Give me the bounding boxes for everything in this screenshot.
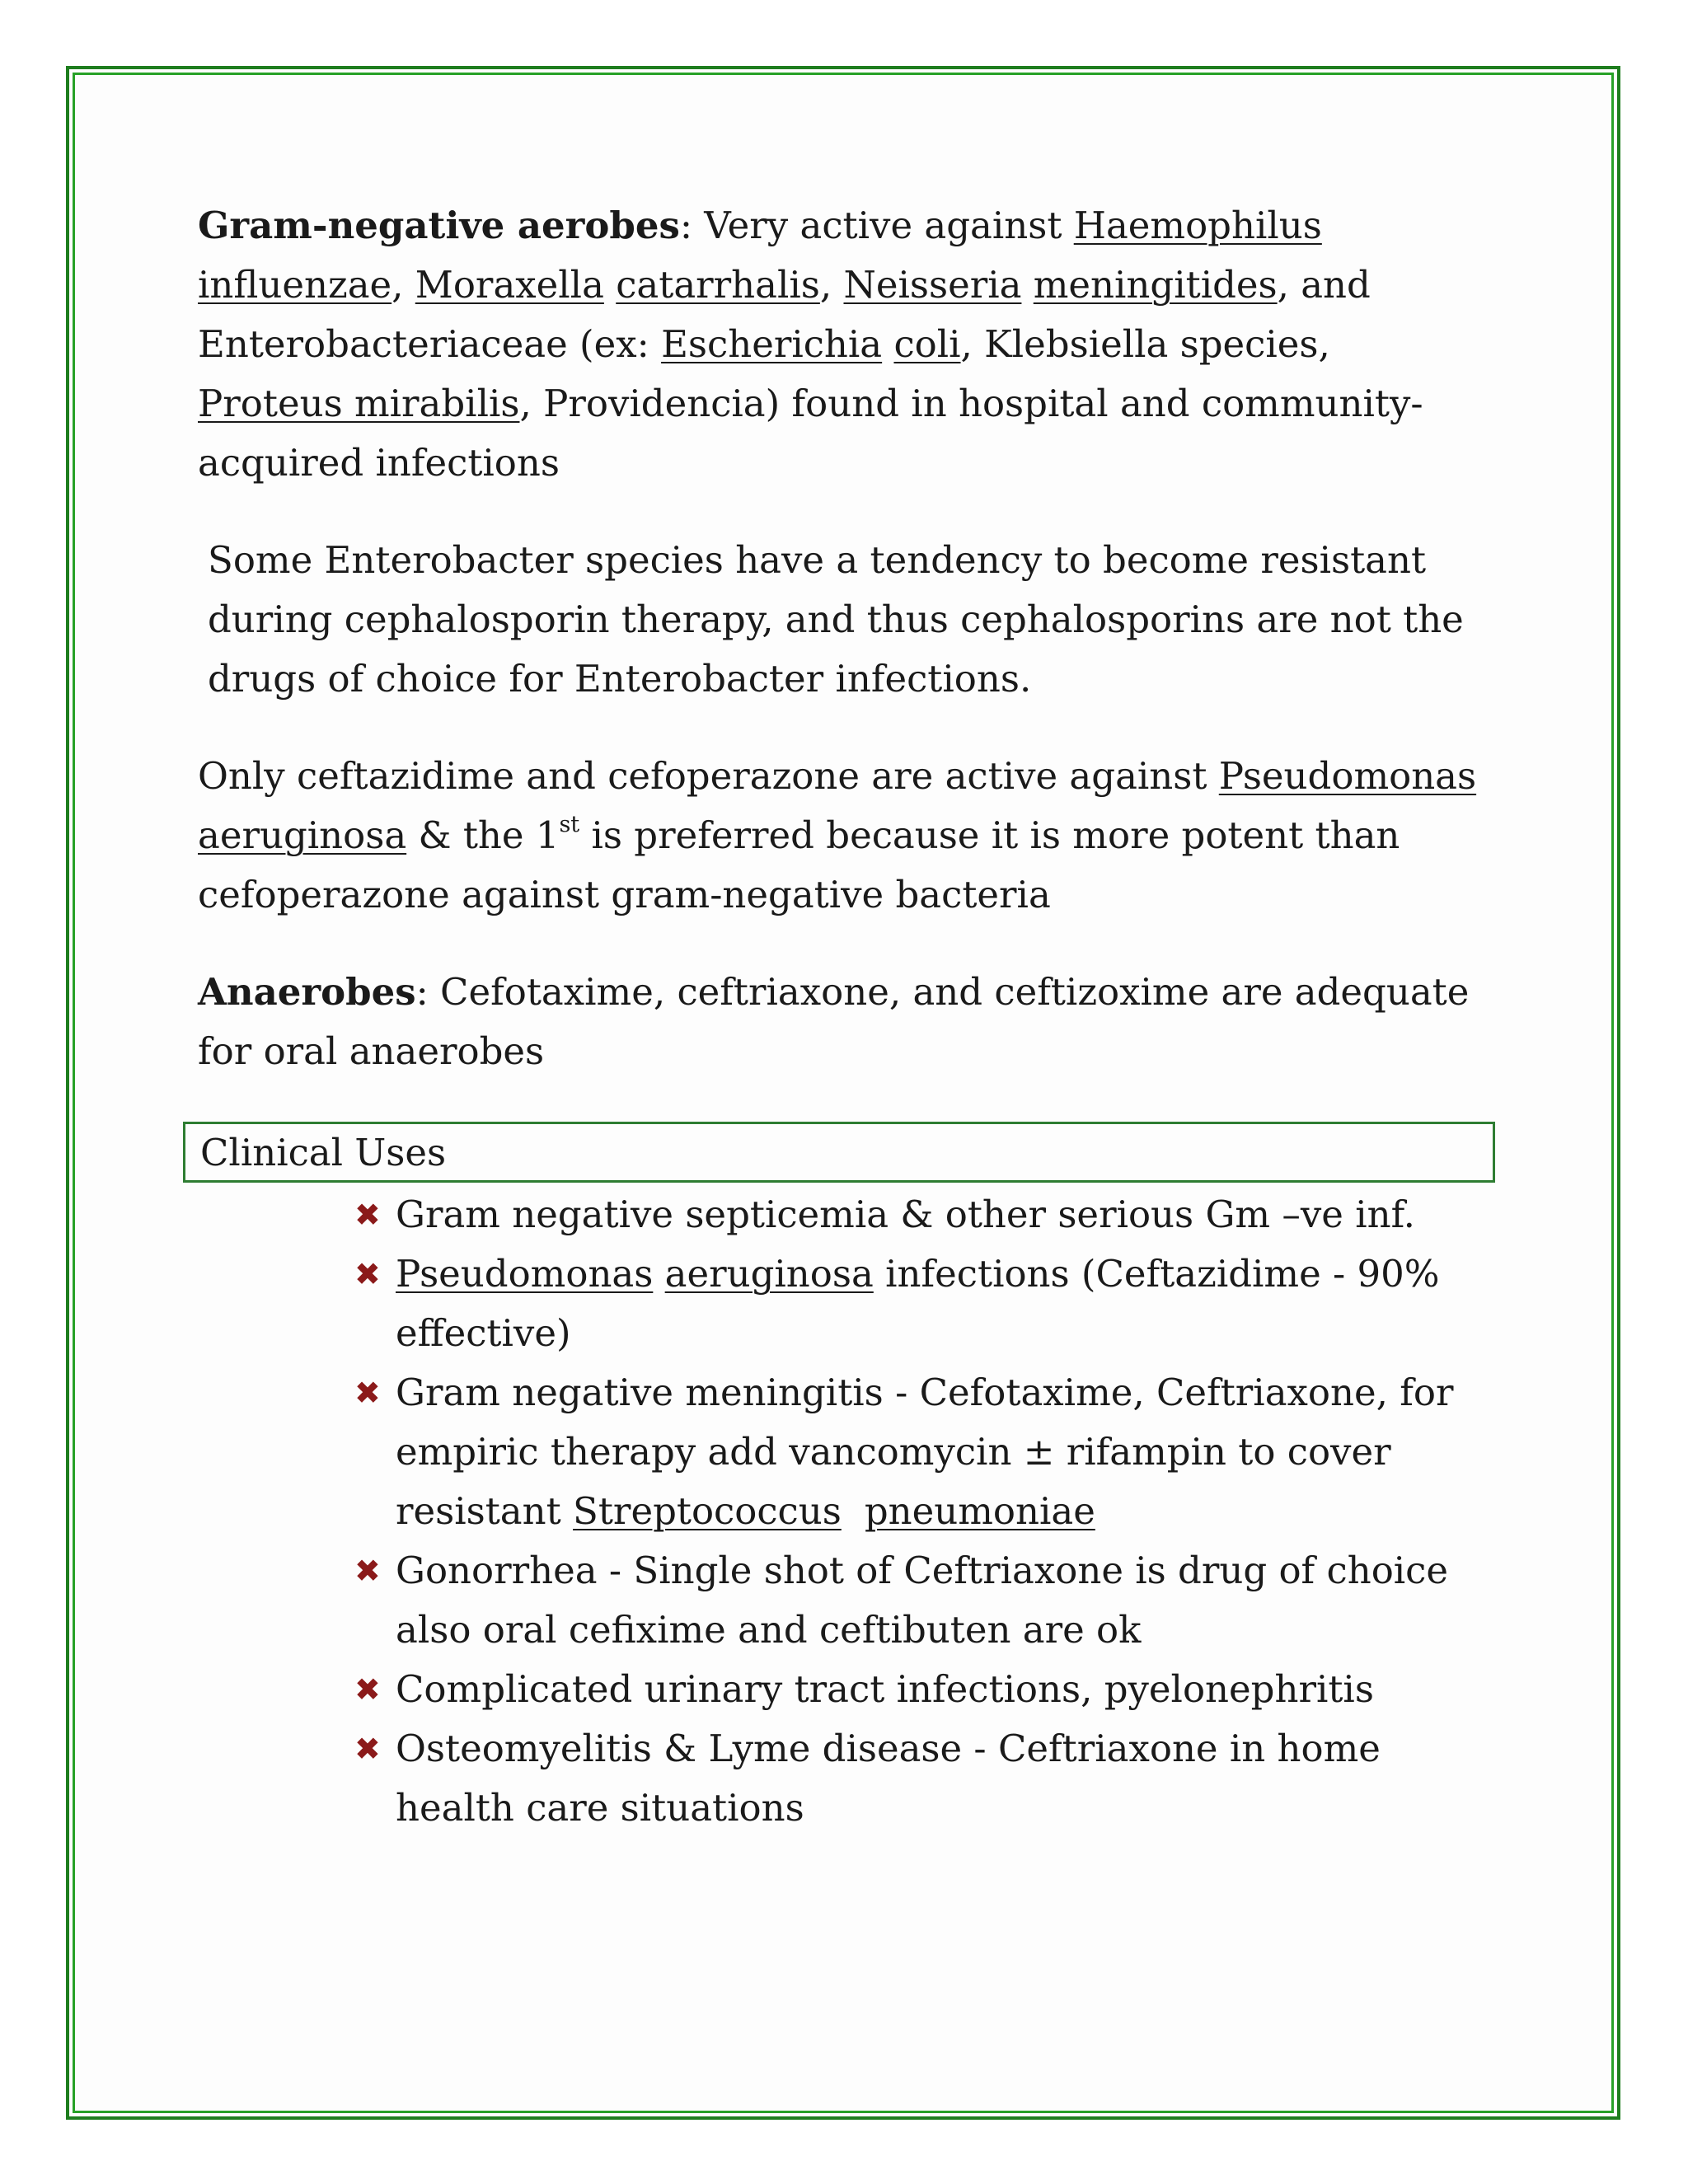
list-item-text: infections (Ceftazidime - 90% effective) [396, 1252, 1440, 1355]
list-item-text: Gram negative meningitis - Cefotaxime, Ceftriaxone, for empiric therapy add vancomycin ± rifampin to cover resistant [396, 1371, 1454, 1533]
text-fragment: & the 1 [406, 813, 560, 857]
organism-catarrhalis: catarrhalis [616, 263, 820, 307]
paragraph-enterobacter: Some Enterobacter species have a tendency to become resistant during cephalosporin therapy, and thus cephalosporins are not the drugs of choice for Enterobacter infections. [208, 538, 1464, 701]
clinical-uses-list [354, 1185, 1492, 1838]
list-item [354, 1541, 1492, 1660]
text-fragment: , and Enterobacteriaceae (ex: [198, 263, 1371, 366]
text-fragment: : Cefotaxime, ceftriaxone, and ceftizoxime are adequate for oral anaerobes [198, 970, 1470, 1073]
clinical-uses-box [183, 1122, 1495, 1183]
organism-aeruginosa: aeruginosa [664, 1252, 874, 1296]
list-item-text: Gram negative septicemia & other serious Gm –ve inf. [396, 1193, 1415, 1236]
text-fragment: : Very active against [679, 204, 1074, 247]
organism-pseudomonas: Pseudomonas [396, 1252, 654, 1296]
list-item-text: Gonorrhea - Single shot of Ceftriaxone is drug of choice also oral cefixime and ceftibuten are ok [396, 1549, 1449, 1652]
text-fragment [882, 322, 893, 366]
organism-coli: coli [893, 322, 961, 366]
paragraph-gram-negative [198, 196, 1484, 493]
clinical-uses-title: Clinical Uses [200, 1131, 447, 1174]
paragraph-anaerobes [198, 963, 1484, 1081]
list-item [354, 1185, 1492, 1244]
paragraph-pseudomonas [198, 747, 1484, 925]
heading-gram-negative: Gram-negative aerobes [198, 204, 680, 247]
organism-escherichia: Escherichia [661, 322, 883, 366]
superscript-st: st [559, 812, 580, 837]
organism-meningitides: meningitides [1033, 263, 1278, 307]
text-fragment: , Providencia) found in hospital and community-acquired infections [198, 382, 1423, 485]
x-mark-icon: ✖ [354, 1256, 381, 1292]
text-fragment: , [819, 263, 844, 307]
list-item [354, 1660, 1492, 1719]
x-mark-icon: ✖ [354, 1553, 381, 1589]
list-item [354, 1363, 1492, 1541]
text-fragment [604, 263, 616, 307]
text-fragment: Only ceftazidime and cefoperazone are active against [198, 754, 1219, 798]
organism-streptococcus: Streptococcus [573, 1489, 842, 1533]
organism-haemophilus: Haemophilus influenzae [198, 204, 1322, 307]
list-item [354, 1244, 1492, 1363]
organism-moraxella: Moraxella [415, 263, 604, 307]
list-item [354, 1719, 1492, 1838]
organism-neisseria: Neisseria [843, 263, 1022, 307]
text-fragment: , Klebsiella species, [960, 322, 1330, 366]
text-fragment: is preferred because it is more potent than cefoperazone against gram-negative bacteria [198, 813, 1400, 916]
organism-pseudomonas-aeruginosa: Pseudomonas aeruginosa [198, 754, 1477, 857]
organism-proteus-mirabilis: Proteus mirabilis [198, 382, 520, 425]
heading-anaerobes: Anaerobes [198, 970, 416, 1014]
x-mark-icon: ✖ [354, 1375, 381, 1411]
text-fragment: , [392, 263, 415, 307]
organism-pneumoniae: pneumoniae [864, 1489, 1095, 1533]
list-item-text: Osteomyelitis & Lyme disease - Ceftriaxone in home health care situations [396, 1727, 1381, 1830]
list-item-text: Complicated urinary tract infections, pyelonephritis [396, 1667, 1374, 1711]
x-mark-icon: ✖ [354, 1671, 381, 1708]
text-fragment [1021, 263, 1033, 307]
x-mark-icon: ✖ [354, 1197, 381, 1233]
x-mark-icon: ✖ [354, 1731, 381, 1767]
document-body [198, 196, 1484, 1119]
